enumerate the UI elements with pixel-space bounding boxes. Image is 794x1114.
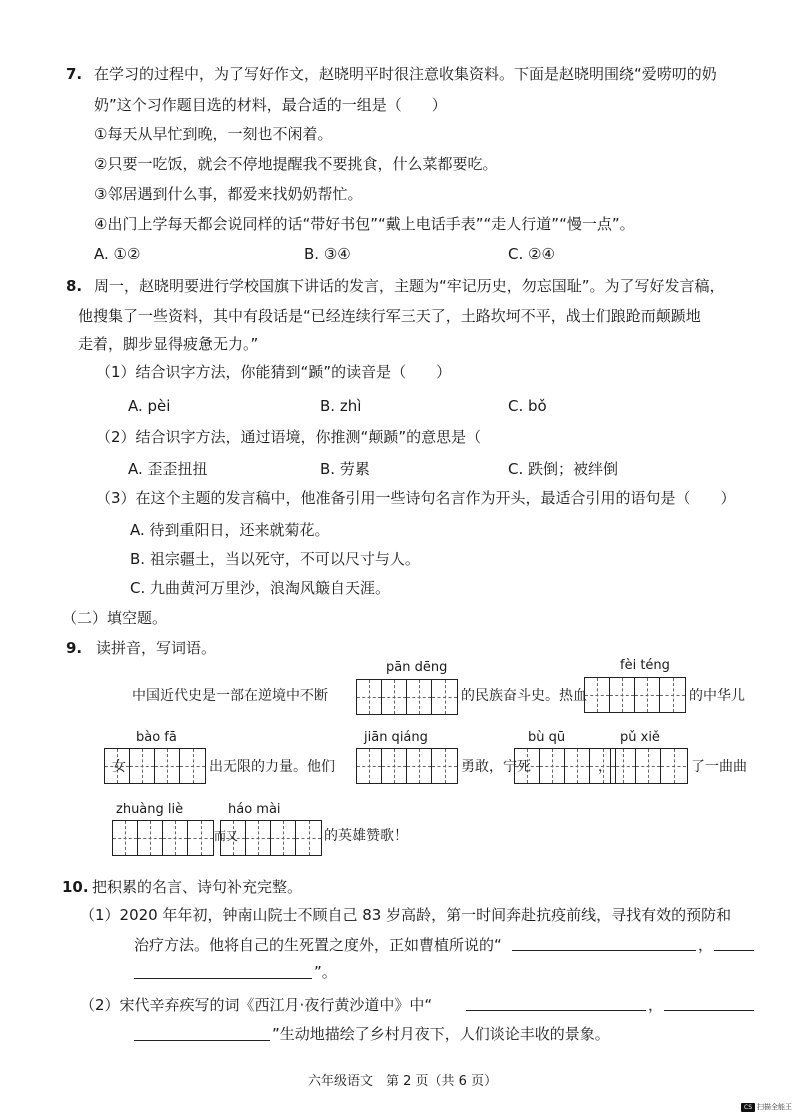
- q10-sub1-line1: （1）2020 年年初，钟南山院士不顾自己 83 岁高龄，第一时间奔赴抗疫前线，寻找有效的预防和: [80, 906, 732, 924]
- q9-line2-part2: 出无限的力量。他们: [209, 759, 335, 775]
- q8-sub3: （3）在这个主题的发言稿中，他准备引用一些诗句名言作为开头，最适合引用的语句是（ ）: [96, 489, 736, 507]
- q8-sub2-option-b: B. 劳累: [320, 460, 370, 478]
- q8-sub1-option-b: B. zhì: [320, 397, 362, 415]
- q7-item-4: ④出门上学每天都会说同样的话“带好书包”“戴上电话手表”“走人行道”“慢一点”。: [94, 215, 635, 233]
- q7-number: 7.: [66, 65, 83, 83]
- q8-sub1-option-c: C. bǒ: [508, 397, 547, 415]
- q10-sub2-blank-1[interactable]: [466, 1010, 646, 1011]
- q8-sub3-option-c: C. 九曲黄河万里沙，浪淘风簸自天涯。: [130, 579, 391, 597]
- pinyin-feiteng: fèi téng: [620, 658, 670, 673]
- q8-sub1-option-a: A. pèi: [128, 397, 171, 415]
- answer-box-pandeng[interactable]: [356, 679, 458, 715]
- q7-option-a: A. ①②: [94, 245, 141, 263]
- q10-sub2-comma: ，: [648, 996, 664, 1014]
- answer-box-jianqiang[interactable]: [356, 748, 458, 784]
- q10-title: 把积累的名言、诗句补充完整。: [92, 878, 303, 896]
- answer-box-zhuanglie[interactable]: [112, 820, 214, 856]
- q10-sub1-end: ”。: [314, 963, 337, 981]
- section-title: （二）填空题。: [62, 609, 168, 627]
- q8-sub1: （1）结合识字方法，你能猜到“踬”的读音是（ ）: [96, 363, 452, 381]
- scanner-watermark-text: 扫描全能王: [757, 1103, 792, 1111]
- q10-sub1-comma: ，: [698, 936, 714, 954]
- q9-line2-part1: 女: [112, 759, 126, 775]
- page-footer: 六年级语文 第 2 页（共 6 页）: [308, 1074, 498, 1089]
- q8-stem-line1: 周一，赵晓明要进行学校国旗下讲话的发言，主题为“牢记历史，勿忘国耻”。为了写好发言稿，: [94, 277, 725, 295]
- q9-line2-part3: 勇敢，宁死: [461, 759, 531, 775]
- q8-stem-line3: 走着，脚步显得疲惫无力。”: [78, 335, 259, 353]
- q8-sub3-option-b: B. 祖宗疆土，当以死守，不可以尺寸与人。: [130, 550, 420, 568]
- q10-sub1-line2: 治疗方法。他将自己的生死置之度外，正如曹植所说的“: [134, 936, 502, 954]
- q8-number: 8.: [66, 277, 83, 295]
- q9-line1-part1: 中国近代史是一部在逆境中不断: [132, 688, 328, 704]
- answer-box-feiteng[interactable]: [584, 677, 686, 713]
- pinyin-buqu: bù qū: [528, 730, 566, 745]
- q10-number: 10.: [62, 878, 89, 896]
- q10-sub2-blank-2b[interactable]: [134, 1040, 270, 1041]
- q8-sub3-option-a: A. 待到重阳日，还来就菊花。: [130, 521, 330, 539]
- q9-line1-part3: 的中华儿: [689, 688, 745, 704]
- scanner-logo-icon: CS: [741, 1103, 755, 1112]
- q8-stem-line2: 他搜集了一些资料，其中有段话是“已经连续行军三天了，土路坎坷不平，战士们踉跄而颠踬地: [78, 307, 701, 325]
- q9-line2-part5: 了一曲曲: [691, 759, 747, 775]
- q7-option-c: C. ②④: [508, 245, 555, 263]
- pinyin-jianqiang: jiān qiáng: [364, 730, 428, 745]
- q7-stem-line2: 奶”这个习作题目选的材料，最合适的一组是（ ）: [94, 96, 447, 114]
- q9-title: 读拼音，写词语。: [96, 639, 217, 657]
- q10-sub1-blank-1[interactable]: [512, 950, 696, 951]
- q8-sub2-option-c: C. 跌倒；被绊倒: [508, 460, 619, 478]
- pinyin-zhuanglie: zhuàng liè: [116, 802, 184, 817]
- q7-item-2: ②只要一吃饭，就会不停地提醒我不要挑食，什么菜都要吃。: [94, 155, 498, 173]
- pinyin-baofa: bào fā: [136, 730, 177, 745]
- q7-item-1: ①每天从早忙到晚，一刻也不闲着。: [94, 125, 333, 143]
- pinyin-pandeng: pān dēng: [386, 660, 448, 675]
- q10-sub1-blank-2a[interactable]: [714, 950, 754, 951]
- q7-item-3: ③邻居遇到什么事，都爱来找奶奶帮忙。: [94, 185, 363, 203]
- q7-stem-line1: 在学习的过程中，为了写好作文，赵晓明平时很注意收集资料。下面是赵晓明围绕“爱唠叨的奶: [94, 65, 717, 83]
- pinyin-puxie: pǔ xiě: [620, 730, 660, 745]
- q10-sub2-line1: （2）宋代辛弃疾写的词《西江月·夜行黄沙道中》中“: [80, 996, 433, 1014]
- q9-line2-part4: ，: [598, 759, 612, 775]
- q9-number: 9.: [66, 639, 83, 657]
- pinyin-haomai: háo mài: [228, 802, 281, 817]
- q10-sub2-blank-2a[interactable]: [664, 1010, 754, 1011]
- q9-line3-part1: 而又: [214, 829, 239, 843]
- q8-sub2-option-a: A. 歪歪扭扭: [128, 460, 208, 478]
- q10-sub2-end: ”生动地描绘了乡村月夜下，人们谈论丰收的景象。: [272, 1025, 610, 1043]
- scanner-watermark: [741, 1102, 792, 1112]
- q7-option-b: B. ③④: [304, 245, 351, 263]
- q9-line1-part2: 的民族奋斗史。热血: [461, 688, 587, 704]
- q9-line3-part2: 的英雄赞歌！: [324, 828, 408, 844]
- q10-sub1-blank-2b[interactable]: [134, 978, 312, 979]
- q8-sub2: （2）结合识字方法，通过语境，你推测“颠踬”的意思是（: [96, 428, 482, 446]
- answer-box-puxie[interactable]: [610, 748, 688, 784]
